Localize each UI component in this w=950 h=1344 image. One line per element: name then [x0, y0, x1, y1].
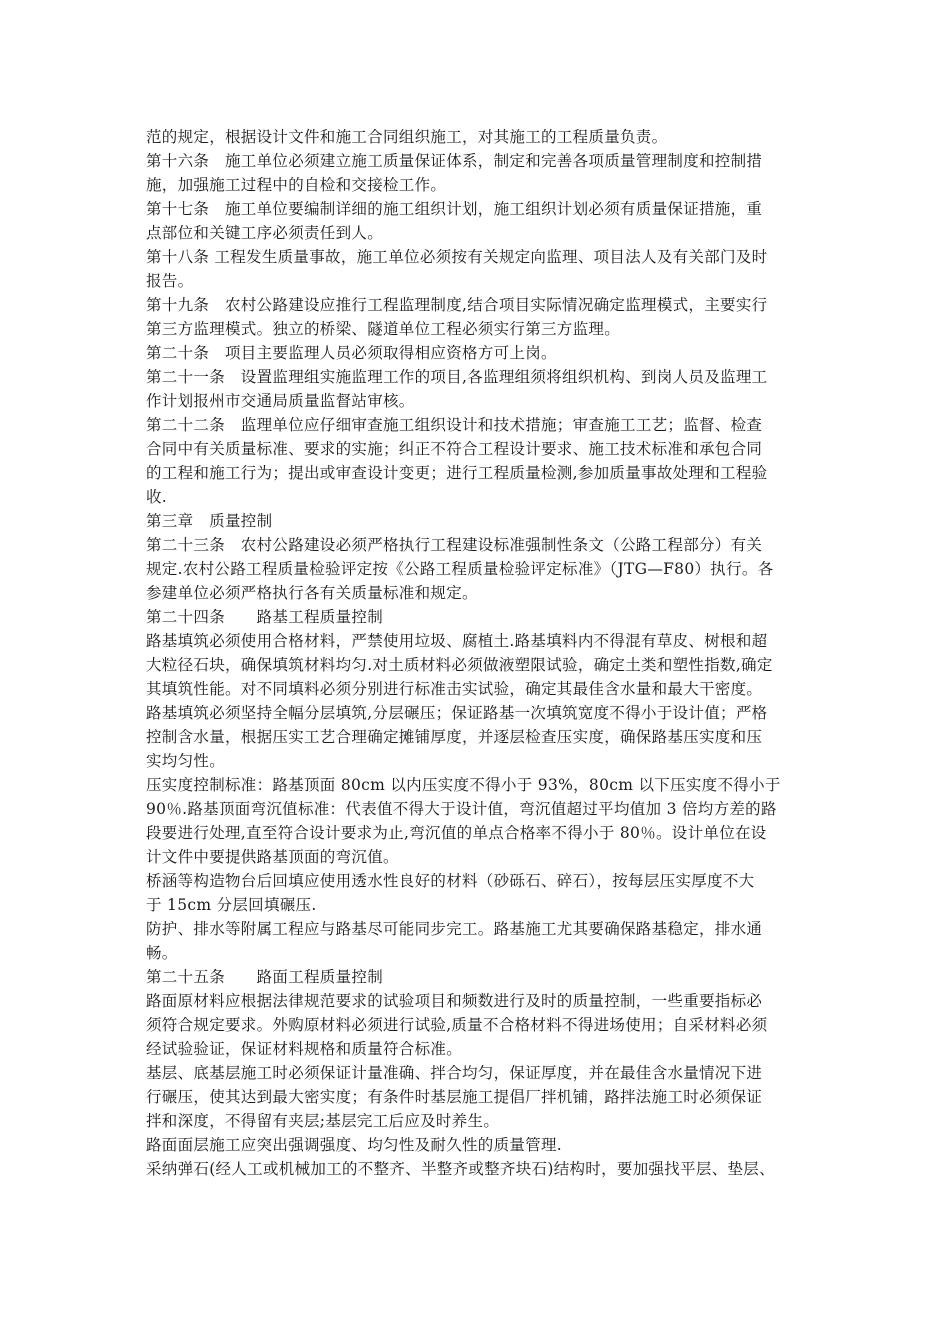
text-line: 防护、排水等附属工程应与路基尽可能同步完工。路基施工尤其要确保路基稳定，排水通 [146, 920, 763, 938]
text-line: 参建单位必须严格执行各有关质量标准和规定。 [146, 584, 478, 602]
text-line: 段要进行处理,直至符合设计要求为止,弯沉值的单点合格率不得小于 80％。设计单位在设 [146, 824, 767, 842]
text-line: 大粒径石块，确保填筑材料均匀.对土质材料必须做液塑限试验，确定土类和塑性指数,确定 [146, 656, 773, 674]
section-heading: 第二十五条 路面工程质量控制 [146, 968, 384, 986]
text-line: 第十九条 农村公路建设应推行工程监理制度,结合项目实际情况确定监理模式，主要实行 [146, 296, 768, 314]
text-line: 作计划报州市交通局质量监督站审核。 [146, 392, 415, 410]
text-line: 第十六条 施工单位必须建立施工质量保证体系，制定和完善各项质量管理制度和控制措 [146, 152, 763, 170]
section-heading: 第二十四条 路基工程质量控制 [146, 608, 384, 626]
text-line: 计文件中要提供路基顶面的弯沉值。 [146, 848, 399, 866]
text-line: 合同中有关质量标准、要求的实施；纠正不符合工程设计要求、施工技术标准和承包合同 [146, 440, 763, 458]
text-line: 第二十三条 农村公路建设必须严格执行工程建设标准强制性条文（公路工程部分）有关 [146, 536, 763, 554]
text-line: 范的规定，根据设计文件和施工合同组织施工，对其施工的工程质量负责。 [146, 128, 668, 146]
text-line: 路面面层施工应突出强调强度、均匀性及耐久性的质量管理. [146, 1136, 563, 1154]
text-line: 畅。 [146, 944, 178, 962]
text-line: 第二十条 项目主要监理人员必须取得相应资格方可上岗。 [146, 344, 557, 362]
text-line: 桥涵等构造物台后回填应使用透水性良好的材料（砂砾石、碎石），按每层压实厚度不大 [146, 872, 755, 890]
document-body [146, 125, 811, 1181]
text-line: 于 15cm 分层回填碾压. [146, 896, 317, 914]
text-line: 拌和深度，不得留有夹层;基层完工后应及时养生。 [146, 1112, 500, 1130]
text-line: 施，加强施工过程中的自检和交接检工作。 [146, 176, 447, 194]
text-line: 路面原材料应根据法律规范要求的试验项目和频数进行及时的质量控制，一些重要指标必 [146, 992, 763, 1010]
text-line: 第三方监理模式。独立的桥梁、隧道单位工程必须实行第三方监理。 [146, 320, 621, 338]
text-line: 路基填筑必须使用合格材料，严禁使用垃圾、腐植土.路基填料内不得混有草皮、树根和超 [146, 632, 768, 650]
text-line: 路基填筑必须坚持全幅分层填筑,分层碾压；保证路基一次填筑宽度不得小于设计值；严格 [146, 704, 768, 722]
text-line: 实均匀性。 [146, 752, 226, 770]
text-line: 经试验验证，保证材料规格和质量符合标准。 [146, 1040, 463, 1058]
text-line: 其填筑性能。对不同填料必须分别进行标准击实试验，确定其最佳含水量和最大干密度。 [146, 680, 763, 698]
text-line: 90％.路基顶面弯沉值标准：代表值不得大于设计值，弯沉值超过平均值加 3 倍均方差的路 [146, 800, 777, 818]
text-line: 压实度控制标准：路基顶面 80cm 以内压实度不得小于 93%，80cm 以下压实度不得小于 [146, 776, 781, 794]
text-line: 基层、底基层施工时必须保证计量准确、拌合均匀，保证厚度，并在最佳含水量情况下进 [146, 1064, 763, 1082]
text-line: 采纳弹石(经人工或机械加工的不整齐、半整齐或整齐块石)结构时，要加强找平层、垫层、 [146, 1160, 775, 1178]
text-line: 报告。 [146, 272, 194, 290]
text-line: 第十八条 工程发生质量事故，施工单位必须按有关规定向监理、项目法人及有关部门及时 [146, 248, 768, 266]
text-line: 点部位和关键工序必须责任到人。 [146, 224, 384, 242]
text-line: 行碾压，使其达到最大密实度；有条件时基层施工提倡厂拌机铺，路拌法施工时必须保证 [146, 1088, 763, 1106]
chapter-heading: 第三章 质量控制 [146, 512, 273, 530]
text-line: 收. [146, 488, 168, 506]
text-line: 第十七条 施工单位要编制详细的施工组织计划，施工组织计划必须有质量保证措施，重 [146, 200, 763, 218]
text-line: 须符合规定要求。外购原材料必须进行试验,质量不合格材料不得进场使用；自采材料必须 [146, 1016, 768, 1034]
text-line: 规定.农村公路工程质量检验评定按《公路工程质量检验评定标准》（JTG—F80）执行。各 [146, 560, 774, 578]
text-line: 的工程和施工行为；提出或审查设计变更；进行工程质量检测,参加质量事故处理和工程验 [146, 464, 768, 482]
text-line: 第二十一条 设置监理组实施监理工作的项目,各监理组须将组织机构、到岗人员及监理工 [146, 368, 768, 386]
text-line: 控制含水量，根据压实工艺合理确定摊铺厚度，并逐层检查压实度，确保路基压实度和压 [146, 728, 763, 746]
text-line: 第二十二条 监理单位应仔细审查施工组织设计和技术措施；审查施工工艺；监督、检查 [146, 416, 763, 434]
